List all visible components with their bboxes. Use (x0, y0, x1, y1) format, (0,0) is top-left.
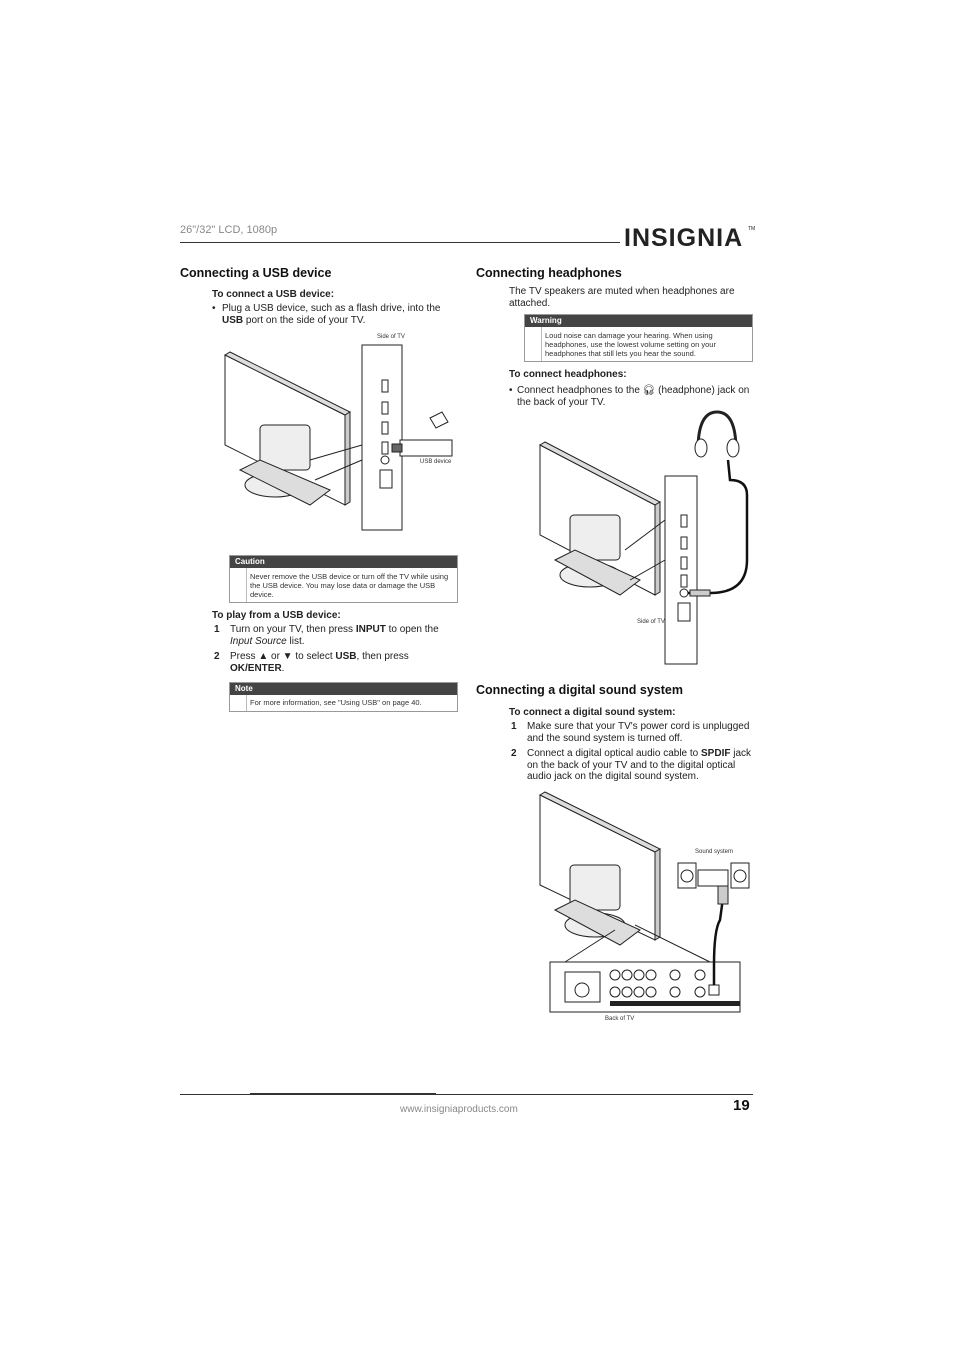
usb-section-title: Connecting a USB device (180, 266, 332, 280)
tv-back-illustration (540, 442, 660, 595)
usb-play-step-2: 2 Press ▲ or ▼ to select USB, then press OK/ENTER. (214, 651, 409, 674)
usb-play-step-1: 1 Turn on your TV, then press INPUT to open the Input Source list. (214, 624, 439, 647)
caution-divider (246, 568, 247, 602)
tv-back-illustration (540, 792, 660, 945)
running-header-model: 26"/32" LCD, 1080p (180, 224, 278, 236)
sound-system-connection-figure (535, 790, 750, 1025)
tv-side-panel (362, 345, 402, 530)
caution-title: Caution (230, 556, 457, 568)
usb-fig-device-label: USB device (420, 459, 452, 465)
hdmi-port-1 (382, 380, 388, 392)
sound-system-illustration (678, 863, 749, 888)
page-number: 19 (733, 1097, 750, 1114)
headphones-connect-subheading: To connect headphones: (509, 369, 627, 380)
headphones-illustration (695, 412, 739, 457)
headphone-icon: 🎧︎ (642, 385, 656, 396)
tv-back-illustration (225, 352, 350, 505)
hdmi-port-3 (382, 422, 388, 434)
hdmi-port-2 (382, 402, 388, 414)
spdif-jack (709, 985, 719, 995)
bullet-dot: • (212, 303, 216, 314)
sound-connect-subheading: To connect a digital sound system: (509, 707, 676, 718)
sound-fig-back-label: Back of TV (605, 1016, 635, 1022)
note-title: Note (230, 683, 457, 695)
note-divider (246, 695, 247, 711)
header-rule (180, 242, 620, 243)
headphones-bullet: • Connect headphones to the 🎧︎ (headphone) jack on the back of your TV. (509, 385, 750, 408)
warning-text: Loud noise can damage your hearing. When using headphones, use the lowest volume setting on your headphones that still lets you hear the sound. (545, 331, 716, 358)
sound-step-1: 1 Make sure that your TV's power cord is unplugged and the sound system is turned off. (511, 721, 750, 744)
sound-section-title: Connecting a digital sound system (476, 683, 683, 697)
note-box (229, 682, 458, 712)
headphone-jack (381, 456, 389, 464)
antenna-jack (575, 983, 589, 997)
headphone-plug (690, 590, 710, 596)
headphones-intro: The TV speakers are muted when headphones are attached. (509, 286, 735, 309)
headphone-jack (680, 589, 688, 597)
sound-step-2: 2 Connect a digital optical audio cable to SPDIF jack on the back of your TV and to the digital optical audio jack on the digital sound system. (511, 748, 752, 782)
note-text: For more information, see "Using USB" on page 40. (250, 698, 422, 707)
headphones-fig-label: Side of TV (637, 619, 665, 625)
caution-box (229, 555, 458, 603)
optical-plug (718, 886, 728, 904)
usb-play-subheading: To play from a USB device: (212, 610, 341, 621)
footer-rule-accent (250, 1093, 436, 1095)
headphones-section-title: Connecting headphones (476, 266, 622, 280)
logo-wordmark: INSIGNIA (624, 224, 744, 252)
bullet-dot: • (509, 385, 513, 396)
warning-divider (541, 327, 542, 361)
insignia-logo (622, 218, 756, 258)
usb-bullet: • Plug a USB device, such as a flash drive, into the USB port on the side of your TV. (212, 303, 441, 326)
warning-title: Warning (525, 315, 752, 327)
headphones-connection-figure (535, 410, 755, 668)
caution-text: Never remove the USB device or turn off the TV while using the USB device. You may lose data or damage the USB device. (250, 572, 449, 599)
warning-box (524, 314, 753, 362)
usb-fig-side-label: Side of TV (377, 334, 405, 340)
usb-port (382, 442, 388, 454)
usb-connection-figure (220, 330, 460, 535)
tv-side-panel (665, 476, 697, 664)
footer-url: www.insigniaproducts.com (400, 1104, 518, 1115)
logo-tm: TM (748, 226, 756, 232)
sound-fig-system-label: Sound system (695, 849, 734, 855)
vga-port (380, 470, 392, 488)
usb-connect-subheading: To connect a USB device: (212, 289, 335, 300)
